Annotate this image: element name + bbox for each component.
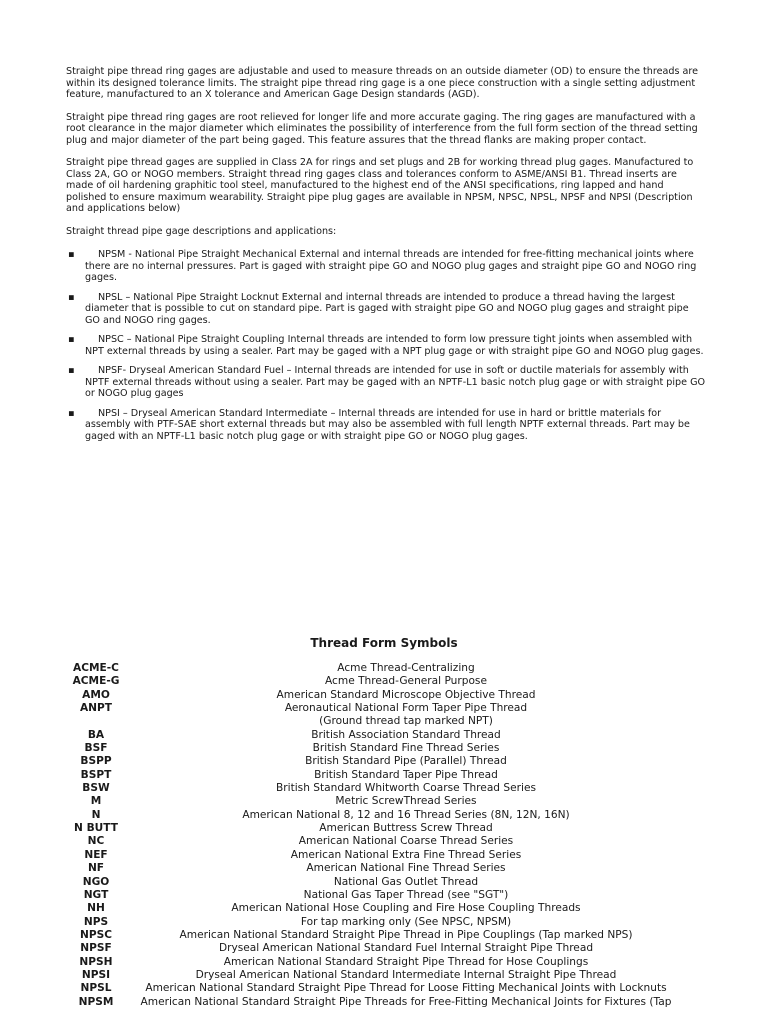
symbol-description: American National Standard Straight Pipe Thread for Hose Couplings (223, 955, 589, 968)
bullet-icon: ▪ (68, 291, 75, 303)
symbol-code: ACME-C (73, 662, 119, 674)
bullet-icon: ▪ (68, 249, 75, 260)
table-row (66, 982, 706, 995)
symbol-code: ACME-G (72, 675, 120, 688)
symbol-description: Acme Thread-General Purpose (325, 675, 487, 688)
symbol-code: NPSC (79, 928, 113, 941)
symbol-code: N BUTT (74, 822, 118, 835)
symbol-code: NPSL (80, 982, 112, 995)
symbol-description: British Standard Fine Thread Series (312, 742, 500, 755)
symbol-code: NF (87, 862, 105, 875)
table-row (66, 876, 706, 889)
table-row (66, 702, 706, 715)
table-row (66, 942, 706, 955)
table-row (66, 809, 706, 822)
list-item (66, 334, 706, 357)
table-row (66, 769, 706, 782)
list-item-text: NPSI – Dryseal American Standard Intermediate – Internal threads are intended for use in hard or brittle materials for assembly with PTF-SAE short external threads but may also be assembled with full length NPTF external threads. Part may be gaged with an NPTF-L1 basic notch plug gage or with straight pipe GO or NOGO plug gages. (85, 407, 690, 442)
symbol-code (66, 715, 126, 728)
symbol-description: American National Standard Straight Pipe Threads for Free-Fitting Mechanical Joints for Fixtures (Tap (140, 995, 672, 1008)
list-heading: Straight thread pipe gage descriptions and applications: (66, 225, 337, 237)
symbol-description: American National 8, 12 and 16 Thread Series (8N, 12N, 16N) (242, 808, 570, 821)
table-row (66, 782, 706, 795)
table-row (66, 862, 706, 875)
list-item (66, 249, 706, 284)
table-row (66, 929, 706, 942)
symbol-code: NEF (84, 848, 108, 861)
table-row (66, 795, 706, 808)
symbol-code: BSW (82, 782, 110, 795)
table-row (66, 969, 706, 982)
table-row (66, 996, 706, 1009)
intro-paragraph-2: Straight pipe thread ring gages are root relieved for longer life and more accurate gaging. The ring gages are manufactured with a root clearance in the major diameter which eliminates the possibility of interference from the full form section of the thread setting plug and major diameter of the part being gaged. This feature assures that the thread flanks are making proper contact. (66, 111, 698, 146)
table-row (66, 689, 706, 702)
table-row (66, 755, 706, 768)
table-row (66, 729, 706, 742)
table-row (66, 902, 706, 915)
symbol-description: British Standard Whitworth Coarse Thread Series (276, 782, 536, 795)
bullet-icon: ▪ (68, 334, 75, 345)
list-item (66, 408, 706, 443)
intro-section (66, 66, 706, 450)
symbol-code: NPSM (78, 995, 114, 1008)
list-item-text: NPSF- Dryseal American Standard Fuel – Internal threads are intended for use in soft or ductile materials for assembly with NPTF external threads without using a sealer. Part may be gaged with an NPTF-L1 basic notch plug gage or with straight pipe GO or NOGO plug gages (85, 365, 706, 399)
symbol-code: BSF (84, 742, 108, 755)
symbol-code: NGT (83, 888, 109, 901)
symbol-code: BSPT (80, 768, 112, 781)
symbol-code: NGO (82, 875, 110, 888)
symbol-description: National Gas Taper Thread (see "SGT") (303, 888, 509, 901)
symbol-code: NPSI (81, 968, 111, 981)
symbol-code: AMO (82, 688, 110, 701)
symbol-description: For tap marking only (See NPSC, NPSM) (300, 915, 512, 928)
symbol-description: Metric ScrewThread Series (335, 795, 477, 808)
thread-form-symbols-title: Thread Form Symbols (310, 636, 458, 650)
list-item-text: NPSM - National Pipe Straight Mechanical External and internal threads are intended for free-fitting mechanical joints where there are no internal pressures. Part is gaged with straight pipe GO and NOGO plug gages and straight pipe GO and NOGO ring gages. (85, 249, 697, 283)
symbol-description: Aeronautical National Form Taper Pipe Thread (284, 702, 528, 715)
symbol-description: American National Standard Straight Pipe Thread in Pipe Couplings (Tap marked NPS) (179, 928, 633, 941)
table-row (66, 675, 706, 688)
symbol-description: (Ground thread tap marked NPT) (319, 715, 493, 728)
table-row (66, 715, 706, 728)
symbol-code: NPS (83, 915, 109, 928)
symbol-code: BSPP (80, 755, 112, 768)
list-item (66, 292, 706, 327)
bullet-icon: ▪ (68, 365, 75, 376)
symbol-description: American National Coarse Thread Series (298, 835, 514, 848)
symbol-code: N (91, 808, 101, 821)
list-item-text: NPSC – National Pipe Straight Coupling Internal threads are intended to form low pressure tight joints when assembled with NPT external threads by using a sealer. Part may be gaged with a NPT plug gage or with straight pipe GO and NOGO plug gages. (85, 334, 704, 357)
table-row (66, 835, 706, 848)
intro-paragraph-1: Straight pipe thread ring gages are adjustable and used to measure threads on an outside diameter (OD) to ensure the threads are within its designed tolerance limits. The straight pipe thread ring gage is a one piece construction with a single setting adjustment feature, manufactured to an X tolerance and American Gage Design standards (AGD). (66, 66, 699, 100)
thread-form-symbols-table (66, 662, 706, 1009)
symbol-code: BA (87, 728, 105, 741)
symbol-description: American National Extra Fine Thread Series (290, 848, 522, 861)
symbol-description: British Standard Pipe (Parallel) Thread (305, 755, 507, 768)
symbol-code: NH (87, 902, 105, 915)
symbol-description: American National Hose Coupling and Fire Hose Coupling Threads (231, 902, 581, 915)
table-row (66, 849, 706, 862)
symbol-code: NPSF (80, 942, 112, 955)
list-item (66, 365, 706, 400)
table-row (66, 662, 706, 675)
symbol-code: NC (87, 835, 105, 848)
intro-paragraph-3: Straight pipe thread gages are supplied in Class 2A for rings and set plugs and 2B for working thread plug gages. Manufactured to Class 2A, GO or NOGO members. Straight thread ring gages class and tolerances conform to ASME/ANSI B1. Thread inserts are made of oil hardening graphitic tool steel, manufactured to the highest end of the ANSI specifications, ring lapped and hand polished to ensure maximum wearability. Straight pipe plug gages are available in NPSM, NPSC, NPSL, NPSF and NPSI (Description and applications below) (66, 157, 694, 214)
symbol-code: NPSH (79, 955, 113, 968)
symbol-description: Dryseal American National Standard Intermediate Internal Straight Pipe Thread (195, 968, 617, 981)
symbol-description: British Standard Taper Pipe Thread (314, 768, 498, 781)
list-item-text: NPSL – National Pipe Straight Locknut External and internal threads are intended to produce a thread having the largest diameter that is possible to cut on standard pipe. Part is gaged with straight pipe GO and NOGO plug gages and straight pipe GO and NOGO ring gages. (85, 291, 689, 326)
symbol-description: British Association Standard Thread (311, 728, 501, 741)
applications-list (66, 249, 706, 442)
symbol-description: Dryseal American National Standard Fuel Internal Straight Pipe Thread (218, 942, 594, 955)
table-row (66, 889, 706, 902)
symbol-code: M (90, 795, 102, 808)
symbol-description: National Gas Outlet Thread (333, 875, 479, 888)
table-row (66, 956, 706, 969)
table-row (66, 822, 706, 835)
symbol-description: American Buttress Screw Thread (319, 822, 493, 835)
symbol-code: ANPT (79, 702, 113, 715)
symbol-description: American National Standard Straight Pipe Thread for Loose Fitting Mechanical Joints with Locknuts (145, 982, 667, 995)
table-row (66, 916, 706, 929)
symbol-description: Acme Thread-Centralizing (337, 662, 475, 674)
bullet-icon: ▪ (68, 407, 75, 419)
symbol-description: American Standard Microscope Objective Thread (276, 688, 536, 701)
table-row (66, 742, 706, 755)
symbol-description: American National Fine Thread Series (306, 862, 506, 875)
